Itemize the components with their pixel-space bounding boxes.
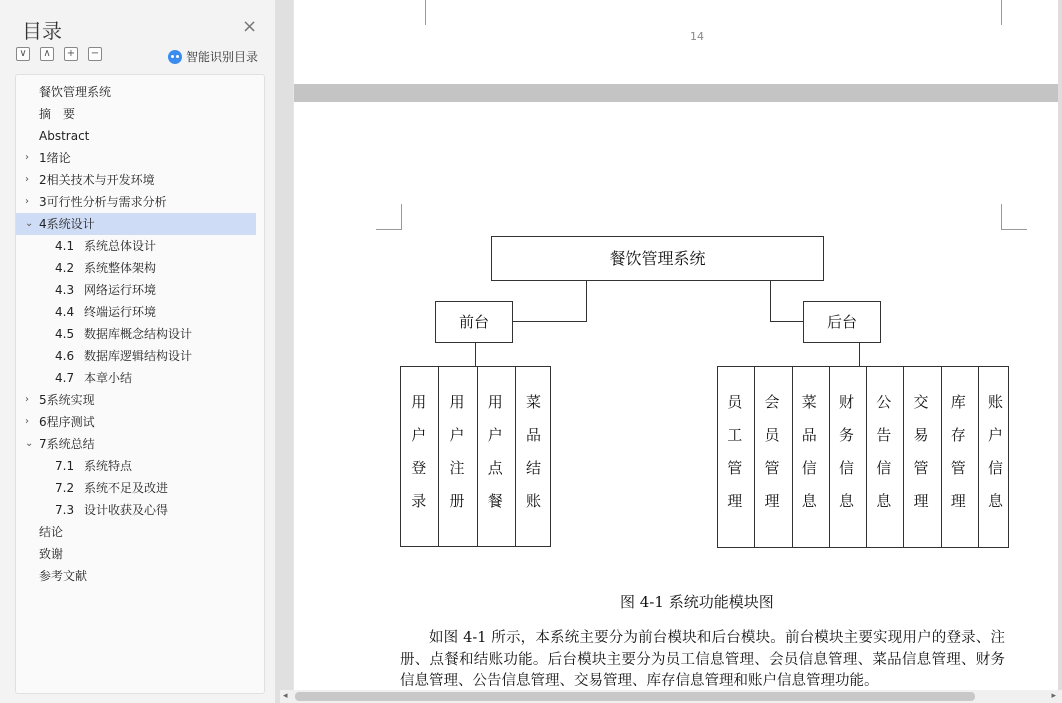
connector [859,342,860,366]
page-number: 14 [690,30,704,43]
module-cell: 交易管理 [904,367,941,547]
toc-item[interactable] [16,521,264,543]
toc-item[interactable] [16,213,256,235]
toc-item-number: 4.7 [55,371,75,385]
toc-item-label: 参考文献 [39,569,88,583]
toc-item[interactable] [16,389,264,411]
toc-item[interactable] [16,367,264,389]
toc-item-label: 5系统实现 [39,393,95,407]
toc-item[interactable] [16,125,264,147]
toc-list [16,81,264,587]
connector [770,280,771,322]
module-cell: 库存管理 [942,367,979,547]
toc-item[interactable] [16,433,264,455]
crop-mark [400,0,426,25]
toc-item-label: 餐饮管理系统 [39,85,112,99]
vertical-scrollbar[interactable] [1058,0,1062,690]
close-icon[interactable]: × [242,16,258,37]
ai-robot-icon [168,50,182,64]
toc-title: 目录 [22,19,62,43]
diagram-front-node: 前台 [435,301,513,343]
toc-item-label: 3可行性分析与需求分析 [39,195,167,209]
toc-item-label: 4系统设计 [39,217,95,231]
toc-item[interactable] [16,543,264,565]
toc-item-label: 结论 [39,525,64,539]
toc-item-label: 网络运行环境 [84,283,157,297]
module-cell: 用户点餐 [478,367,516,546]
page-separator [294,84,1058,102]
expand-down-icon[interactable]: ∨ [16,47,30,61]
module-cell: 会员管理 [755,367,792,547]
toc-item-label: 致谢 [39,547,64,561]
toc-item[interactable] [16,191,264,213]
scroll-right-icon[interactable]: ▸ [1051,691,1056,701]
minus-icon[interactable]: − [88,47,102,61]
toc-item-label: 7系统总结 [39,437,95,451]
toc-item[interactable] [16,81,264,103]
toc-item[interactable] [16,411,264,433]
toc-item[interactable] [16,257,264,279]
connector [475,342,476,366]
toc-item-number: 7.3 [55,503,75,517]
toc-item[interactable] [16,279,264,301]
module-cell: 财务信息 [830,367,867,547]
chevron-right-icon[interactable]: › [25,196,29,207]
toc-item[interactable] [16,235,264,257]
connector [512,321,587,322]
toc-item-label: 终端运行环境 [84,305,157,319]
chevron-right-icon[interactable]: › [25,416,29,427]
toc-item[interactable] [16,499,264,521]
scroll-left-icon[interactable]: ◂ [283,691,288,701]
module-cell: 用户登录 [401,367,439,546]
toc-item-number: 4.6 [55,349,75,363]
horizontal-scrollbar[interactable] [280,690,1062,703]
module-cell: 菜品结账 [524,393,542,526]
crop-mark [1001,0,1027,25]
toc-item-label: 数据库逻辑结构设计 [84,349,193,363]
toc-item-number: 7.2 [55,481,75,495]
scroll-thumb[interactable] [295,692,975,701]
toc-item-label: 本章小结 [84,371,133,385]
toc-item-label: 设计收获及心得 [84,503,169,517]
toc-item-number: 7.1 [55,459,75,473]
toc-item-label: 2相关技术与开发环境 [39,173,155,187]
diagram-root-node: 餐饮管理系统 [491,236,824,281]
toc-item[interactable] [16,345,264,367]
crop-mark [376,204,402,230]
page-14 [294,0,1058,84]
connector [586,280,587,322]
collapse-up-icon[interactable]: ∧ [40,47,54,61]
smart-toc-label: 智能识别目录 [186,50,259,64]
toc-item[interactable] [16,103,264,125]
chevron-right-icon[interactable]: › [25,174,29,185]
toc-item[interactable] [16,565,264,587]
sidebar-splitter[interactable] [275,0,293,703]
toc-panel [15,74,265,694]
toc-item-label: 系统不足及改进 [84,481,169,495]
toc-item-label: 1绪论 [39,151,71,165]
toc-item-label: Abstract [39,129,90,143]
toc-item-number: 4.1 [55,239,75,253]
body-paragraph: 如图 4-1 所示，本系统主要分为前台模块和后台模块。前台模块主要实现用户的登录、注册、点餐和结账功能。后台模块主要分为员工信息管理、会员信息管理、菜品信息管理、财务信息管理、公告信息管理、交易管理、库存信息管理和账户信息管理功能。 [400,630,1005,689]
toc-item-label: 6程序测试 [39,415,95,429]
crop-mark [1001,204,1027,230]
front-modules [400,366,551,547]
toc-item-label: 系统总体设计 [84,239,157,253]
chevron-right-icon[interactable]: › [25,394,29,405]
toc-item[interactable] [16,147,264,169]
back-modules [717,366,1009,548]
toc-sidebar [0,0,275,703]
figure-caption: 图 4-1 系统功能模块图 [620,593,774,611]
toc-item[interactable] [16,169,264,191]
module-cell: 菜品信息 [793,367,830,547]
diagram-back-node: 后台 [803,301,881,343]
chevron-down-icon[interactable]: ⌄ [25,218,34,229]
toc-item-number: 4.3 [55,283,75,297]
module-cell: 员工管理 [718,367,755,547]
chevron-down-icon[interactable]: ⌄ [25,438,34,449]
chevron-right-icon[interactable]: › [25,152,29,163]
module-cell: 公告信息 [867,367,904,547]
toc-item-label: 摘 要 [39,107,76,121]
module-cell: 账户信息 [986,394,1004,526]
toc-item[interactable] [16,301,264,323]
toc-item-number: 4.4 [55,305,75,319]
toc-item-label: 系统特点 [84,459,133,473]
toc-item-number: 4.5 [55,327,75,341]
smart-toc-button[interactable] [168,48,258,65]
module-cell: 用户注册 [439,367,477,546]
toc-item-label: 数据库概念结构设计 [84,327,193,341]
toc-item[interactable] [16,477,264,499]
toc-item[interactable] [16,455,264,477]
connector [770,321,804,322]
toc-toolbar [16,47,102,61]
toc-item-number: 4.2 [55,261,75,275]
plus-icon[interactable]: + [64,47,78,61]
toc-item-label: 系统整体架构 [84,261,157,275]
toc-item[interactable] [16,323,264,345]
